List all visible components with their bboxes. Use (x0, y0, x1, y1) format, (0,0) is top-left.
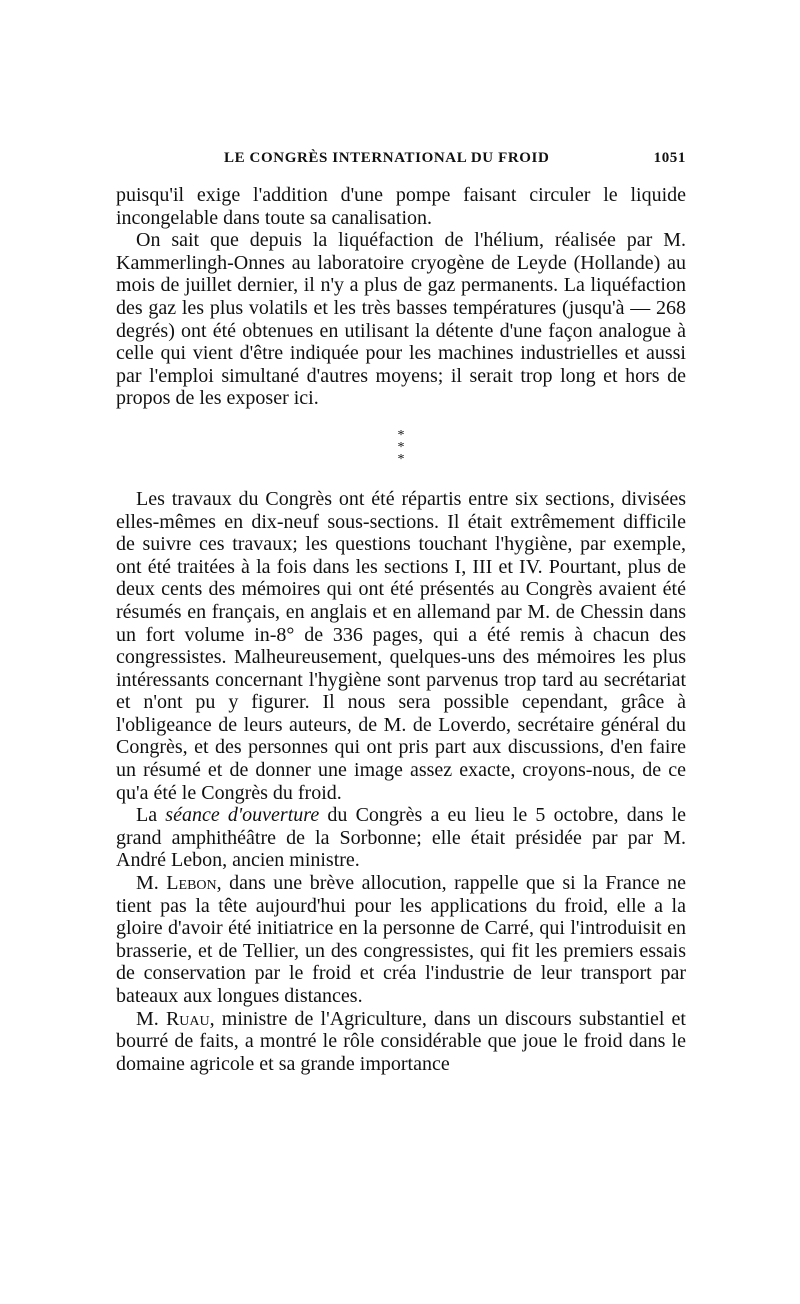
asterism-bottom: * * (397, 439, 417, 467)
paragraph-4-after: du Congrès a eu lieu le 5 octobre, dans le grand amphithéâtre de la Sorbonne; elle était présidée par par M. André Lebon, ancien ministre. (116, 804, 687, 872)
section-asterism (381, 427, 421, 467)
paragraph-5-prefix: M. (136, 872, 167, 895)
paragraph-1: puisqu'il exige l'addition d'une pompe faisant circuler le liquide incongelable dans toute sa canalisation. (116, 184, 686, 229)
paragraph-4-before: La (136, 804, 166, 827)
page-number: 1051 (653, 150, 686, 166)
paragraph-6-name: Ruau (165, 1007, 210, 1030)
paragraph-4-italic: séance d'ouverture (165, 804, 320, 827)
paragraph-2: On sait que depuis la liquéfaction de l'hélium, réalisée par M. Kammerlingh-Onnes au laboratoire cryogène de Leyde (Hollande) au mois de juillet dernier, il n'y a plus de gaz permanents. La liquéfaction des gaz les plus volatils et les très basses températures (jusqu'à — 268 degrés) ont été obtenues en utilisant la détente d'une façon analogue à celle qui vient d'être indiquée pour les machines industrielles et aussi par l'emploi simultané d'autres moyens; il serait trop long et hors de propos de les exposer ici. (116, 229, 686, 410)
paragraph-4 (116, 804, 686, 872)
paragraph-5-name: Lebon (166, 872, 217, 895)
paragraph-6-text: , ministre de l'Agriculture, dans un discours substantiel et bourré de faits, a montré le rôle considérable que joue le froid dans le domaine agricole et sa grande importance (116, 1007, 686, 1075)
asterism-top: * (397, 427, 405, 443)
paragraph-3: Les travaux du Congrès ont été répartis entre six sections, divisées elles-mêmes en dix-neuf sous-sections. Il était extrêmement difficile de suivre ces travaux; les questions touchant l'hygiène, par exemple, ont été traitées à la fois dans les sections I, III et IV. Pourtant, plus de deux cents des mémoires qui ont été présentés au Congrès avaient été résumés en français, en anglais et en allemand par M. de Chessin dans un fort volume in-8° de 336 pages, qui a été remis à chacun des congressistes. Malheureusement, quelques-uns des mémoires les plus intéressants concernant l'hygiène sont parvenus trop tard au secrétariat et n'ont pu y figurer. Il nous sera possible cependant, grâce à l'obligeance de leurs auteurs, de M. de Loverdo, secrétaire général du Congrès, et des personnes qui ont pris part aux discussions, d'en faire un résumé et de donner une image assez exacte, croyons-nous, de ce qu'a été le Congrès du froid. (116, 487, 686, 804)
running-title: LE CONGRÈS INTERNATIONAL DU FROID (224, 150, 550, 166)
paragraph-5-text: , dans une brève allocution, rappelle que si la France ne tient pas la tête aujourd'hui pour les applications du froid, elle a la gloire d'avoir été initiatrice en la personne de Carré, qui l'introduisit en brasserie, et de Tellier, un des congressistes, qui fit les premiers essais de conservation par le froid et créa l'industrie de leur transport par bateaux aux longues distances. (116, 872, 686, 1007)
paragraph-5 (116, 872, 686, 1008)
paragraph-6 (116, 1008, 686, 1076)
document-page (116, 150, 686, 1075)
page-header (116, 150, 686, 174)
paragraph-6-prefix: M. (136, 1007, 166, 1030)
body-text (116, 184, 686, 1075)
